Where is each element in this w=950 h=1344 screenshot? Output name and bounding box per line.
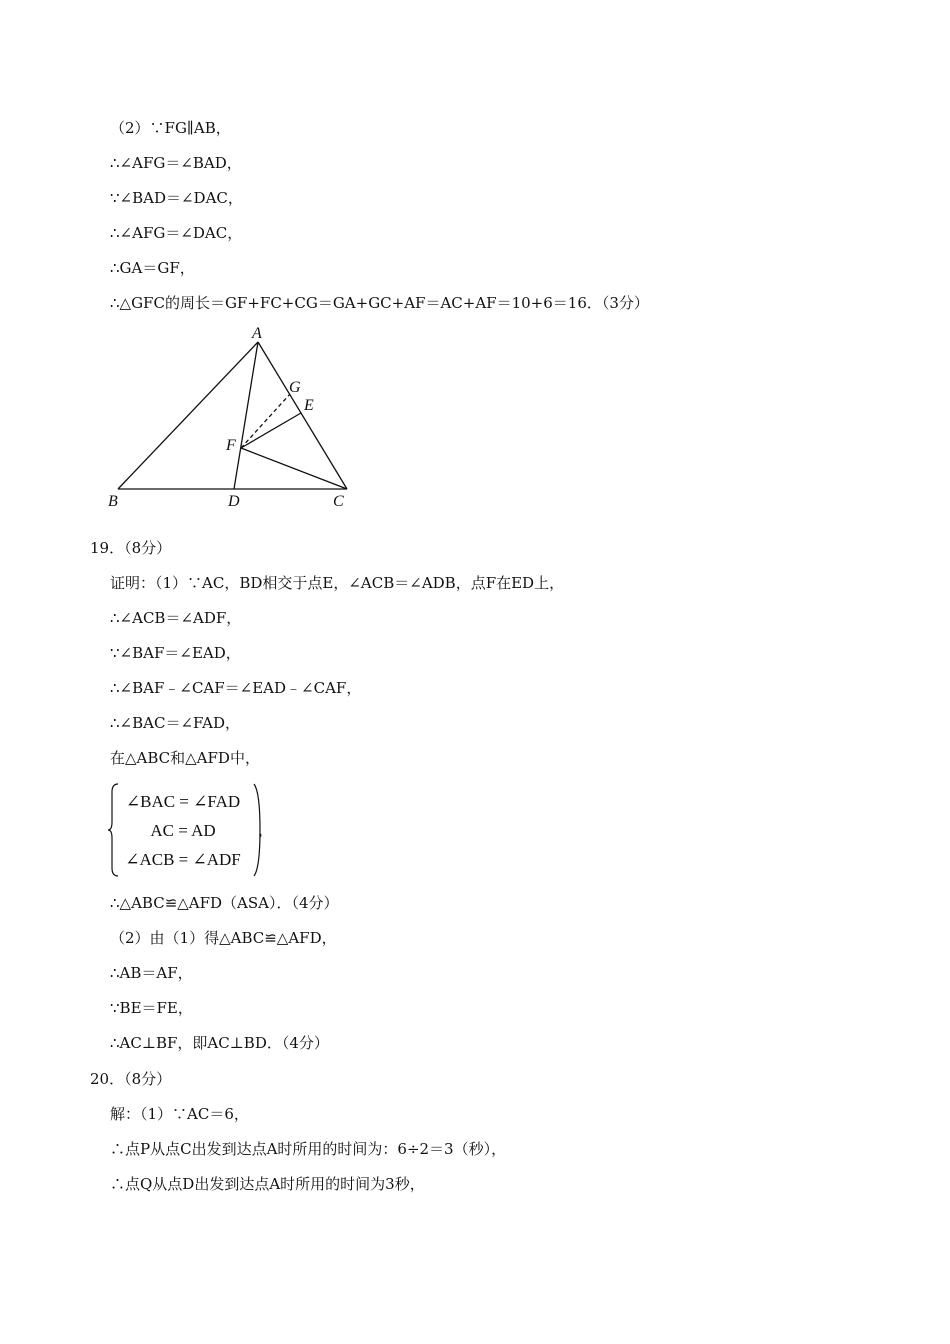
- q19-line-1: 证明：（1）∵AC，BD相交于点E，∠ACB＝∠ADB，点F在ED上，: [110, 574, 565, 592]
- label-d: D: [228, 493, 240, 510]
- q19-line-7: ∴△ABC≌△AFD（ASA）．（4分）: [110, 894, 339, 912]
- label-b: B: [108, 493, 118, 510]
- system-row-3: ∠ACB = ∠ADF: [125, 850, 241, 869]
- q20-line-3: ∴点Q从点D出发到达点A时所用的时间为3秒，: [110, 1175, 425, 1193]
- q19-line-10: ∵BE＝FE，: [110, 999, 193, 1017]
- system-row-1: ∠BAC = ∠FAD: [125, 792, 241, 811]
- part18-line-6: ∴△GFC的周长＝GF+FC+CG＝GA+GC+AF＝AC+AF＝10+6＝16．（3分）: [110, 294, 649, 312]
- system-row-2: AC = AD: [150, 821, 216, 840]
- label-c: C: [333, 493, 344, 510]
- label-g: G: [289, 379, 301, 396]
- label-e: E: [304, 397, 314, 414]
- q20-line-1: 解：（1）∵AC＝6，: [110, 1105, 249, 1123]
- segment-fe: [241, 413, 301, 448]
- equation-system: [108, 782, 274, 878]
- label-f: F: [226, 437, 236, 454]
- q20-line-2: ∴点P从点C出发到达点A时所用的时间为：6÷2＝3（秒），: [110, 1140, 507, 1158]
- part18-line-4: ∴∠AFG＝∠DAC，: [110, 224, 243, 242]
- q20-header: 20．（8分）: [90, 1070, 172, 1088]
- q19-line-3: ∵∠BAF＝∠EAD，: [110, 644, 241, 662]
- q19-line-2: ∴∠ACB＝∠ADF，: [110, 609, 242, 627]
- label-a: A: [252, 325, 262, 342]
- q19-header: 19．（8分）: [90, 539, 172, 557]
- q19-line-9: ∴AB＝AF，: [110, 964, 193, 982]
- system-comma: ，: [258, 821, 274, 839]
- q19-line-8: （2）由（1）得△ABC≌△AFD，: [110, 929, 337, 947]
- part18-line-3: ∵∠BAD＝∠DAC，: [110, 189, 243, 207]
- segment-fc: [241, 448, 347, 489]
- part18-line-5: ∴GA＝GF，: [110, 259, 195, 277]
- q19-line-6: 在△ABC和△AFD中，: [110, 749, 260, 767]
- part18-line-2: ∴∠AFG＝∠BAD，: [110, 154, 242, 172]
- part18-line-1: （2）∵FG∥AB，: [110, 119, 231, 137]
- triangle-figure: [100, 320, 370, 515]
- q19-line-4: ∴∠BAF﹣∠CAF＝∠EAD﹣∠CAF，: [110, 679, 362, 697]
- q19-line-11: ∴AC⊥BF，即AC⊥BD．（4分）: [110, 1034, 329, 1052]
- q19-line-5: ∴∠BAC＝∠FAD，: [110, 714, 240, 732]
